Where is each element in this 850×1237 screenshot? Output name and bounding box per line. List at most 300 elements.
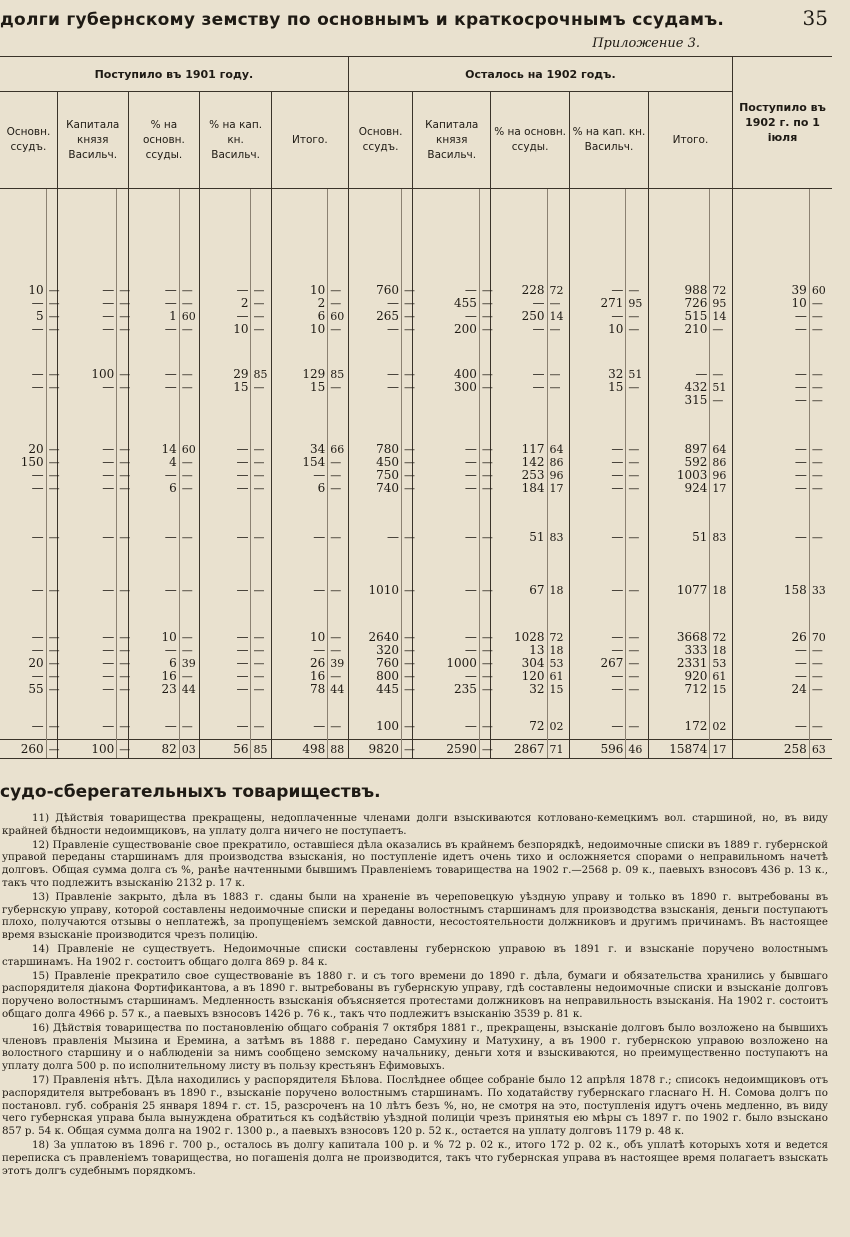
table-cell: — xyxy=(57,631,116,644)
table-cell: — xyxy=(271,469,327,482)
table-cell: — xyxy=(348,297,401,310)
table-cell: 16 xyxy=(128,670,179,683)
table-cell: — xyxy=(402,482,413,495)
total-cell: 85 xyxy=(251,740,271,759)
table-cell: 1 xyxy=(128,310,179,323)
table-cell: — xyxy=(402,584,413,597)
table-cell: — xyxy=(117,284,128,297)
table-cell: — xyxy=(402,443,413,456)
table-cell: — xyxy=(200,631,251,644)
table-row xyxy=(0,482,832,495)
page-header xyxy=(0,6,850,36)
table-cell: — xyxy=(732,381,809,394)
table-cell: — xyxy=(732,657,809,670)
table-cell: — xyxy=(31,468,44,482)
table-cell: — xyxy=(179,381,199,394)
table-cell: 400 xyxy=(413,368,480,381)
table-cell: — xyxy=(626,310,649,323)
table-cell: 100 xyxy=(348,720,401,733)
table-cell: — xyxy=(271,584,327,597)
table-cell: — xyxy=(46,443,57,456)
total-cell: 260 xyxy=(0,740,46,759)
table-cell: — xyxy=(46,644,57,657)
note-paragraph: 12) Правленіе существованіе свое прекратило, оставшіеся дѣла оказались въ крайнемъ безпорядкѣ, недоимочные списки въ 1889 г. губернской управой переданы старшинамъ для производства взысканія, но поступленіе идетъ очень тихо и осложняется спорами о неправильномъ начетѣ долговъ. Общая сумма долга съ %, ранѣе начтенными бывшимъ Правленіемъ товарищества на 1902 г.—2568 р. 09 к., паевыхъ взносовъ 436 р. 13 к., такъ что подлежитъ взысканію 2132 р. 17 к. xyxy=(2,838,828,889)
table-cell: 85 xyxy=(251,368,271,381)
table-cell: — xyxy=(479,631,490,644)
table-cell: 86 xyxy=(710,456,733,469)
table-cell: 304 xyxy=(491,657,547,670)
table-cell: — xyxy=(479,482,490,495)
table-cell: 515 xyxy=(648,310,709,323)
table-row xyxy=(0,720,832,733)
spacer-row xyxy=(0,544,832,584)
col-pct-kap-1901: % на кап. кн. Васильч. xyxy=(200,92,272,189)
table-cell: — xyxy=(479,368,490,381)
table-cell: — xyxy=(128,297,179,310)
table-cell: — xyxy=(809,683,832,696)
table-cell: 10 xyxy=(200,323,251,336)
table-cell: 26 xyxy=(271,657,327,670)
table-cell: — xyxy=(626,584,649,597)
table-cell: 4 xyxy=(128,456,179,469)
table-cell: — xyxy=(328,644,348,657)
table-cell: 924 xyxy=(648,482,709,495)
table-cell: — xyxy=(626,284,649,297)
spacer-row xyxy=(0,495,832,531)
table-cell: 51 xyxy=(626,368,649,381)
table-row xyxy=(0,631,832,644)
table-cell: — xyxy=(251,720,271,733)
table-cell: — xyxy=(413,584,480,597)
note-paragraph: 13) Правленіе закрыто, дѣла въ 1883 г. сданы были на храненіе въ череповецкую уѣздную управу и только въ 1890 г. вытребованы въ губернскую управу, которой составлены недоимочные списки и переданы волостнымъ старшинамъ для производства взысканія, деньги поступаютъ плохо, получаются отзывы о неплатежѣ, за пропущеніемъ земской давности, несостоятельности должниковъ и другимъ причинамъ. Въ настоящее время взысканіе производится чрезъ полицію. xyxy=(2,890,828,942)
total-cell: 9820 xyxy=(348,740,401,759)
table-cell: — xyxy=(479,683,490,696)
table-cell: — xyxy=(46,323,57,336)
notes xyxy=(2,812,828,1178)
table-cell: — xyxy=(809,670,832,683)
table-cell: 60 xyxy=(179,443,199,456)
group-header-row xyxy=(0,57,832,92)
total-cell: 596 xyxy=(570,740,626,759)
table-cell: 83 xyxy=(710,531,733,544)
table-cell: — xyxy=(402,670,413,683)
table-row xyxy=(0,670,832,683)
table-cell: — xyxy=(31,322,44,336)
table-cell: — xyxy=(413,720,480,733)
table-body xyxy=(0,189,832,759)
table-cell: 51 xyxy=(710,381,733,394)
table-cell: — xyxy=(402,323,413,336)
table-cell: — xyxy=(179,297,199,310)
table-cell: — xyxy=(46,381,57,394)
table-cell: — xyxy=(251,310,271,323)
table-cell: — xyxy=(57,297,116,310)
table-cell: — xyxy=(31,530,44,544)
table-cell: — xyxy=(710,323,733,336)
table-cell: 1077 xyxy=(648,584,709,597)
table-cell: — xyxy=(413,456,480,469)
table-row xyxy=(0,297,832,310)
table-cell: 60 xyxy=(809,284,832,297)
table-cell: — xyxy=(46,284,57,297)
table-cell xyxy=(348,394,401,407)
table-cell: — xyxy=(179,284,199,297)
table-cell: — xyxy=(200,644,251,657)
table-cell xyxy=(626,394,649,407)
table-cell: 320 xyxy=(348,644,401,657)
table-cell: — xyxy=(128,531,179,544)
spacer-row xyxy=(0,336,832,368)
table-cell: — xyxy=(179,469,199,482)
note-paragraph: 15) Правленіе прекратило свое существованіе въ 1880 г. и съ того времени до 1890 г. дѣла, бумаги и обязательства хранились у бывшаго распорядителя діакона Фортификантова, а въ 1890 г. вытребованы въ губернскую управу, гдѣ составлены недоимочные списки и взысканіе долговъ поручено волостнымъ старшинамъ. Медленность взысканія объясняется протестами должниковъ на неправильность взысканія. На 1902 г. состоитъ общаго долга 4966 р. 57 к., а паевыхъ взносовъ 1426 р. 76 к., такъ что подлежитъ взысканію 3539 р. 81 к. xyxy=(2,969,828,1020)
total-cell: 15874 xyxy=(648,740,709,759)
table-cell: 61 xyxy=(710,670,733,683)
table-cell: — xyxy=(117,469,128,482)
table-row xyxy=(0,469,832,482)
note-paragraph: 14) Правленіе не существуетъ. Недоимочные списки составлены губернскою управою въ 1891 г. и взысканіе поручено волостнымъ старшинамъ. На 1902 г. состоитъ общаго долга 869 р. 84 к. xyxy=(2,942,828,968)
table-cell: 70 xyxy=(809,631,832,644)
table-cell xyxy=(271,394,327,407)
table-cell: 64 xyxy=(547,443,570,456)
sub-header-row xyxy=(0,92,832,189)
table-cell: — xyxy=(117,670,128,683)
table-cell xyxy=(251,271,271,284)
table-cell: 6 xyxy=(271,482,327,495)
table-cell: 760 xyxy=(348,657,401,670)
table-cell: — xyxy=(626,670,649,683)
table-cell: — xyxy=(402,631,413,644)
table-row xyxy=(0,381,832,394)
table-cell: — xyxy=(479,456,490,469)
table-cell: 18 xyxy=(547,584,570,597)
table-cell: 100 xyxy=(57,368,116,381)
table-cell: — xyxy=(117,584,128,597)
table-cell: 450 xyxy=(348,456,401,469)
table-cell: 10 xyxy=(271,631,327,644)
table-cell xyxy=(570,394,626,407)
table-cell: 72 xyxy=(710,284,733,297)
table-cell: 96 xyxy=(710,469,733,482)
table-cell: — xyxy=(46,482,57,495)
table-cell: — xyxy=(626,323,649,336)
table-cell: — xyxy=(117,531,128,544)
table-cell: 712 xyxy=(648,683,709,696)
table-cell: — xyxy=(626,482,649,495)
table-cell: — xyxy=(626,456,649,469)
table-cell: — xyxy=(31,669,44,683)
table-cell: 95 xyxy=(626,297,649,310)
table-cell: — xyxy=(128,368,179,381)
table-cell: — xyxy=(402,720,413,733)
table-row xyxy=(0,310,832,323)
table-cell: 39 xyxy=(179,657,199,670)
table-cell: 96 xyxy=(547,469,570,482)
table-cell: 1000 xyxy=(413,657,480,670)
spacer-row xyxy=(0,696,832,720)
table-cell: 2331 xyxy=(648,657,709,670)
table-cell: — xyxy=(413,670,480,683)
table-cell: 740 xyxy=(348,482,401,495)
total-cell: 2590 xyxy=(413,740,480,759)
table-cell: — xyxy=(57,310,116,323)
table-cell: — xyxy=(251,531,271,544)
table-cell: — xyxy=(31,630,44,644)
note-paragraph: 16) Дѣйствія товарищества по постановленію общаго собранія 7 октября 1881 г., прекращены, взысканіе долговъ было возложено на бывшихъ членовъ правленія Мызина и Еремина, а затѣмъ въ 1888 г. передано Самухину и Матухину, а въ 1900 г. губернскою управою возложено на волостного старшину и о наблюденіи за нимъ сообщено земскому начальнику, деньги хотя и взыскиваются, но преимущественно поступаютъ на уплату долга 500 р. по исполнительному листу въ пользу крестьянъ Ефимовыхъ. xyxy=(2,1021,828,1073)
table-cell: — xyxy=(57,584,116,597)
section-title: судо-сберегательныхъ товариществъ. xyxy=(0,782,381,802)
table-cell: — xyxy=(570,284,626,297)
table-cell: — xyxy=(570,720,626,733)
table-cell: — xyxy=(626,469,649,482)
table-cell xyxy=(328,271,348,284)
table-cell: 10 xyxy=(28,283,44,297)
table-cell xyxy=(0,394,46,407)
table-cell xyxy=(626,271,649,284)
table-cell: 592 xyxy=(648,456,709,469)
table-cell: — xyxy=(479,381,490,394)
table-cell: — xyxy=(57,670,116,683)
table-cell: 129 xyxy=(271,368,327,381)
table-cell: — xyxy=(328,323,348,336)
table-cell: 5 xyxy=(35,309,44,323)
table-cell: — xyxy=(626,657,649,670)
table-cell: 51 xyxy=(648,531,709,544)
table-cell: 455 xyxy=(413,297,480,310)
table-cell: — xyxy=(31,481,44,495)
table-row xyxy=(0,271,832,284)
table-cell: 235 xyxy=(413,683,480,696)
table-cell: — xyxy=(328,531,348,544)
table-cell: — xyxy=(328,297,348,310)
table-cell: 445 xyxy=(348,683,401,696)
table-cell: — xyxy=(809,469,832,482)
table-row xyxy=(0,284,832,297)
table-cell: — xyxy=(626,644,649,657)
table-cell: 265 xyxy=(348,310,401,323)
table-cell: — xyxy=(710,368,733,381)
table-cell: — xyxy=(547,381,570,394)
table-cell: — xyxy=(57,284,116,297)
table-cell: — xyxy=(57,381,116,394)
table-cell xyxy=(251,394,271,407)
table-cell: — xyxy=(732,310,809,323)
table-cell: — xyxy=(328,631,348,644)
table-cell: 15 xyxy=(710,683,733,696)
table-cell: 920 xyxy=(648,670,709,683)
total-cell: 17 xyxy=(710,740,733,759)
table-cell: — xyxy=(626,683,649,696)
col-kap-1901: Капитала князя Васильч. xyxy=(57,92,128,189)
table-cell: — xyxy=(732,531,809,544)
table-cell: — xyxy=(117,297,128,310)
table-cell: — xyxy=(348,531,401,544)
table-cell: — xyxy=(348,323,401,336)
note-paragraph: 11) Дѣйствія товарищества прекращены, недоплаченные членами долги взыскиваются котловано-кемецкимъ вол. старшиной, но, въ виду крайней бѣдности недоимщиковъ, на уплату долга ничего не поступаетъ. xyxy=(2,812,828,837)
table-cell: 78 xyxy=(271,683,327,696)
table-cell: — xyxy=(200,670,251,683)
table-cell: 16 xyxy=(271,670,327,683)
table-cell: — xyxy=(809,482,832,495)
table-cell: — xyxy=(251,482,271,495)
table-cell: 64 xyxy=(710,443,733,456)
table-cell: 726 xyxy=(648,297,709,310)
table-cell: 26 xyxy=(732,631,809,644)
table-cell: 85 xyxy=(328,368,348,381)
total-cell: 46 xyxy=(626,740,649,759)
table-cell: — xyxy=(570,631,626,644)
table-cell: — xyxy=(479,531,490,544)
header-remaining-1902: Осталось на 1902 годъ. xyxy=(348,57,732,92)
table-cell: — xyxy=(626,531,649,544)
table-cell: — xyxy=(413,310,480,323)
table-cell: — xyxy=(413,284,480,297)
table-cell: — xyxy=(413,644,480,657)
table-cell xyxy=(57,394,116,407)
table-cell xyxy=(128,394,179,407)
table-cell: — xyxy=(46,683,57,696)
table-cell: — xyxy=(46,368,57,381)
table-cell: — xyxy=(200,584,251,597)
table-cell: — xyxy=(117,310,128,323)
page-number: 35 xyxy=(802,6,828,30)
table-cell: — xyxy=(117,381,128,394)
table-cell: — xyxy=(128,469,179,482)
table-cell: — xyxy=(348,381,401,394)
table-cell: — xyxy=(809,657,832,670)
table-cell: — xyxy=(328,381,348,394)
table-cell: 24 xyxy=(732,683,809,696)
table-cell: 17 xyxy=(547,482,570,495)
table-cell: — xyxy=(200,443,251,456)
table-cell: — xyxy=(46,670,57,683)
table-cell xyxy=(117,394,128,407)
table-row xyxy=(0,368,832,381)
total-row xyxy=(0,740,832,759)
table-cell: 39 xyxy=(328,657,348,670)
table-cell: — xyxy=(732,323,809,336)
table-cell: 6 xyxy=(128,482,179,495)
table-cell: — xyxy=(31,719,44,733)
table-cell: 750 xyxy=(348,469,401,482)
table-cell: — xyxy=(251,657,271,670)
table-cell: — xyxy=(809,443,832,456)
table-cell: 15 xyxy=(200,381,251,394)
table-cell xyxy=(46,394,57,407)
table-cell: — xyxy=(809,368,832,381)
col-osn-1901: Основн. ссудъ. xyxy=(0,92,57,189)
table-cell: — xyxy=(402,381,413,394)
note-paragraph: 18) За уплатою въ 1896 г. 700 р., осталось въ долгу капитала 100 р. и % 72 р. 02 к., итого 172 р. 02 к., объ уплатѣ которыхъ хотя и ведется переписка съ правленіемъ товарищества, но погашенія долга не производится, такъ что губернская управа въ настоящее время полагаетъ взыскать этотъ долгъ судебнымъ порядкомъ. xyxy=(2,1138,828,1177)
table-cell xyxy=(547,394,570,407)
total-cell: — xyxy=(479,740,490,759)
table-cell: — xyxy=(128,323,179,336)
table-cell: — xyxy=(179,531,199,544)
table-cell: 34 xyxy=(271,443,327,456)
table-cell: — xyxy=(479,310,490,323)
table-cell: — xyxy=(413,443,480,456)
table-cell: — xyxy=(402,531,413,544)
table-cell: 83 xyxy=(547,531,570,544)
table-cell: 18 xyxy=(547,644,570,657)
table-cell: — xyxy=(570,310,626,323)
table-cell xyxy=(179,271,199,284)
total-cell: 03 xyxy=(179,740,199,759)
table-cell: — xyxy=(413,531,480,544)
spacer-row xyxy=(0,597,832,631)
table-cell: — xyxy=(732,456,809,469)
table-cell: — xyxy=(200,456,251,469)
table-cell: 315 xyxy=(648,394,709,407)
table-cell: — xyxy=(479,584,490,597)
col-itogo-1902: Итого. xyxy=(648,92,732,189)
table-cell: 158 xyxy=(732,584,809,597)
total-cell: 63 xyxy=(809,740,832,759)
table-cell: 66 xyxy=(328,443,348,456)
table-cell: 333 xyxy=(648,644,709,657)
table-cell xyxy=(46,271,57,284)
table-cell: 86 xyxy=(547,456,570,469)
table-cell: — xyxy=(179,644,199,657)
table-cell: 10 xyxy=(271,284,327,297)
table-cell: — xyxy=(570,456,626,469)
table-cell: — xyxy=(251,644,271,657)
table-cell: — xyxy=(46,657,57,670)
table-cell: — xyxy=(328,720,348,733)
table-cell: — xyxy=(479,323,490,336)
table-cell: — xyxy=(251,670,271,683)
table-cell: — xyxy=(328,284,348,297)
table-cell: — xyxy=(117,631,128,644)
table-cell: — xyxy=(479,284,490,297)
note-paragraph: 17) Правленія нѣтъ. Дѣла находились у распорядителя Бѣлова. Послѣднее общее собраніе было 12 апрѣля 1878 г.; списокъ недоимщиковъ отъ распорядителя вытребованъ въ 1890 г., взысканіе поручено волостнымъ старшинамъ. По ходатайству губернскаго гласнаго Н. Н. Сомова долгъ по постановл. губ. собранія 25 января 1894 г. ст. 15, разсроченъ на 10 лѣтъ безъ %, но, не смотря на это, поступленія идутъ очень медленно, въ виду чего губернская управа была вынуждена обратиться къ содѣйствію уѣздной полиціи чрезъ принятыя ею мѣры съ 1897 г. по 1902 г. было взыскано 857 р. 54 к. Общая сумма долга на 1902 г. 1300 р., а паевыхъ взносовъ 120 р. 52 к., остается на уплату долговъ 1179 р. 48 к. xyxy=(2,1073,828,1138)
table-cell: — xyxy=(271,644,327,657)
table-cell xyxy=(328,394,348,407)
table-cell: 267 xyxy=(570,657,626,670)
table-cell: — xyxy=(328,584,348,597)
total-cell: 82 xyxy=(128,740,179,759)
table-cell: 10 xyxy=(128,631,179,644)
table-cell: 172 xyxy=(648,720,709,733)
table-cell: — xyxy=(31,296,44,310)
table-cell: — xyxy=(179,323,199,336)
col-itogo-1901: Итого. xyxy=(271,92,348,189)
table-row xyxy=(0,644,832,657)
table-cell xyxy=(179,394,199,407)
table-cell: — xyxy=(809,456,832,469)
table-cell: — xyxy=(31,643,44,657)
table-cell: 61 xyxy=(547,670,570,683)
loan-table xyxy=(0,56,832,759)
table-cell: 780 xyxy=(348,443,401,456)
table-cell: — xyxy=(46,584,57,597)
table-cell: — xyxy=(251,323,271,336)
table-cell: — xyxy=(626,443,649,456)
table-cell: 44 xyxy=(328,683,348,696)
table-cell: — xyxy=(117,657,128,670)
table-cell: — xyxy=(809,310,832,323)
table-row xyxy=(0,443,832,456)
total-cell: 498 xyxy=(271,740,327,759)
table-cell: 53 xyxy=(710,657,733,670)
table-cell: — xyxy=(809,297,832,310)
table-cell: — xyxy=(402,456,413,469)
table-cell: 02 xyxy=(547,720,570,733)
table-cell: 2640 xyxy=(348,631,401,644)
table-cell: — xyxy=(328,456,348,469)
table-cell: — xyxy=(479,657,490,670)
table-cell: — xyxy=(46,720,57,733)
table-cell: — xyxy=(402,657,413,670)
